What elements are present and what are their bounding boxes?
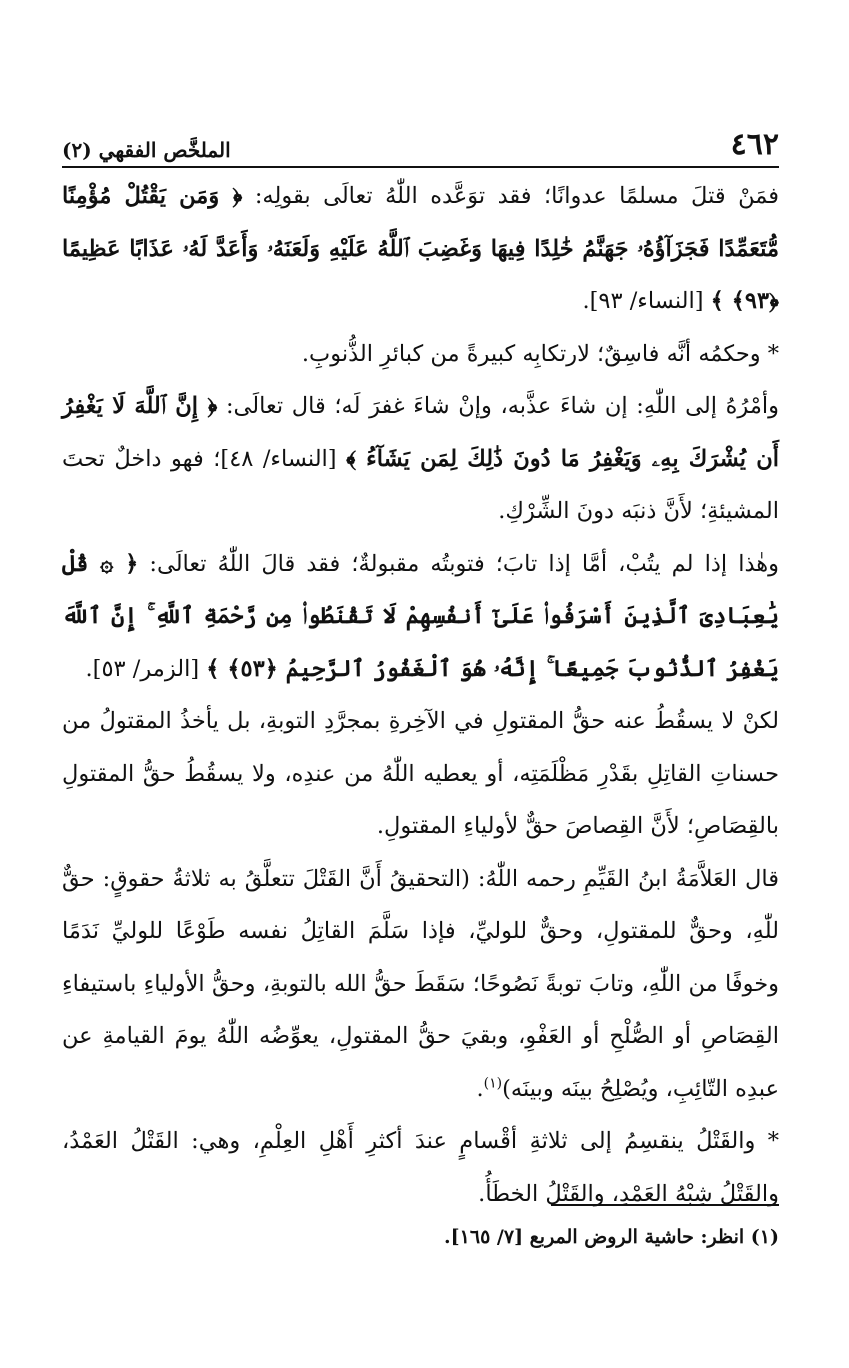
paragraph-ibn-qayyim-quote: قال العَلاَّمَةُ ابنُ القَيِّمِ رحمه اللّٰهُ: (التحقيقُ أَنَّ القَتْلَ تتعلَّقُ به ثلاثةُ حقوقٍ: حقٌّ للّٰهِ، وحقٌّ للمقتولِ، وحقٌّ للوليِّ، فإذا سَلَّمَ القاتِلُ نفسه طَوْعًا للوليِّ نَدَمًا وخوفًا من اللّٰهِ، وتابَ توبةً نَصُوحًا؛ سَقَطَ حقُّ الله بالتوبةِ، وحقُّ الأولياءِ باستيفاءِ القِصَاصِ أو الصُّلْحِ أو العَفْوِ، وبقيَ حقُّ المقتولِ، يعوِّضُه اللّٰهُ يومَ القيامةِ عن عبدِه التّائِبِ، ويُصْلِحُ بينَه وبينَه)$^{(١)}$. [62, 865, 779, 1102]
footnote-marker: (١) [483, 1075, 503, 1091]
quran-verse-nisa-93: ﴿ وَمَن يَقْتُلْ مُؤْمِنًا مُّتَعَمِّدًا فَجَزَآؤُهُۥ جَهَنَّمُ خَٰلِدًا فِيهَا وَغَضِبَ ٱللَّهُ عَلَيْهِ وَلَعَنَهُۥ وَأَعَدَّ لَهُۥ عَذَابًا عَظِيمًا ﴿٩٣﴾ ﴾ [62, 183, 779, 314]
paragraph-repentance: وهٰذا إذا لم يتُبْ، أمَّا إذا تابَ؛ فتوبتُه مقبولةٌ؛ فقد قالَ اللّٰهُ تعالَى: ﴿ ۞ قُلْ يَٰعِبَادِىَ ٱلَّذِينَ أَسْرَفُوا۟ عَلَىٰٓ أَنفُسِهِمْ لَا تَقْنَطُوا۟ مِن رَّحْمَةِ ٱللَّهِ ۚ إِنَّ ٱللَّهَ يَغْفِرُ ٱلذُّنُوبَ جَمِيعًا ۚ إِنَّهُۥ هُوَ ٱلْغَفُورُ ٱلرَّحِيمُ ﴿٥٣﴾ ﴾ [الزمر/ ٥٣]. [62, 550, 779, 682]
page-header [62, 118, 779, 168]
paragraph-killing-types: * والقَتْلُ ينقسِمُ إلى ثلاثةِ أقْسامٍ عندَ أكثرِ أَهْلِ العِلْمِ، وهي: القَتْلُ العَمْدُ، والقَتْلُ شِبْهُ العَمْدِ، والقَتْلُ الخطَأُ. [62, 1128, 779, 1207]
quran-verse-nisa-48: ﴿ إِنَّ ٱللَّهَ لَا يَغْفِرُ أَن يُشْرَكَ بِهِۦ وَيَغْفِرُ مَا دُونَ ذَٰلِكَ لِمَن يَشَآءُ ﴾ [62, 393, 779, 472]
paragraph-ruling: * وحكمُه أنَّه فاسِقٌ؛ لارتكابِه كبيرةً من كبائرِ الذُّنوبِ. [301, 340, 779, 367]
paragraph-divine-will: وأمْرُهُ إلى اللّٰهِ: إن شاءَ عذَّبه، وإنْ شاءَ غفرَ لَه؛ قال تعالَى: ﴿ إِنَّ ٱللَّهَ لَا يَغْفِرُ أَن يُشْرَكَ بِهِۦ وَيَغْفِرُ مَا دُونَ ذَٰلِكَ لِمَن يَشَآءُ ﴾ [النساء/ ٤٨]؛ فهو داخلٌ تحتَ المشيئةِ؛ لأَنَّ ذنبَه دونَ الشِّرْكِ. [62, 393, 780, 524]
paragraph-killing-intent: فمَنْ قتلَ مسلمًا عدوانًا؛ فقد توَعَّده اللّٰهُ تعالَى بقولِه: ﴿ وَمَن يَقْتُلْ مُؤْمِنًا مُّتَعَمِّدًا فَجَزَآؤُهُۥ جَهَنَّمُ خَٰلِدًا فِيهَا وَغَضِبَ ٱللَّهُ عَلَيْهِ وَلَعَنَهُۥ وَأَعَدَّ لَهُۥ عَذَابًا عَظِيمًا ﴿٩٣﴾ ﴾ [النساء/ ٩٣]. [62, 183, 780, 314]
quran-verse-zumar-53: ﴿ ۞ قُلْ يَٰعِبَادِىَ ٱلَّذِينَ أَسْرَفُوا۟ عَلَىٰٓ أَنفُسِهِمْ لَا تَقْنَطُوا۟ مِن رَّحْمَةِ ٱللَّهِ ۚ إِنَّ ٱللَّهَ يَغْفِرُ ٱلذُّنُوبَ جَمِيعًا ۚ إِنَّهُۥ هُوَ ٱلْغَفُورُ ٱلرَّحِيمُ ﴿٥٣﴾ ﴾ [62, 550, 779, 682]
page-number: ٤٦٢ [730, 127, 779, 162]
footnote: (١) انظر: حاشية الروض المربع [٧/ ١٦٥]. [444, 1226, 779, 1248]
book-title: الملخَّص الفقهي (٢) [62, 138, 231, 162]
page-body [62, 170, 779, 1220]
paragraph-victim-right: لكنْ لا يسقُطُ عنه حقُّ المقتولِ في الآخِرةِ بمجرَّدِ التوبةِ، بل يأخذُ المقتولُ من حسناتِ القاتِلِ بقَدْرِ مَظْلَمَتِه، أو يعطيه اللّٰهُ من عندِه، ولا يسقُطُ حقُّ المقتولِ بالقِصَاصِ؛ لأَنَّ القِصاصَ حقٌّ لأولياءِ المقتولِ. [62, 708, 779, 839]
footnote-divider [551, 1204, 779, 1206]
